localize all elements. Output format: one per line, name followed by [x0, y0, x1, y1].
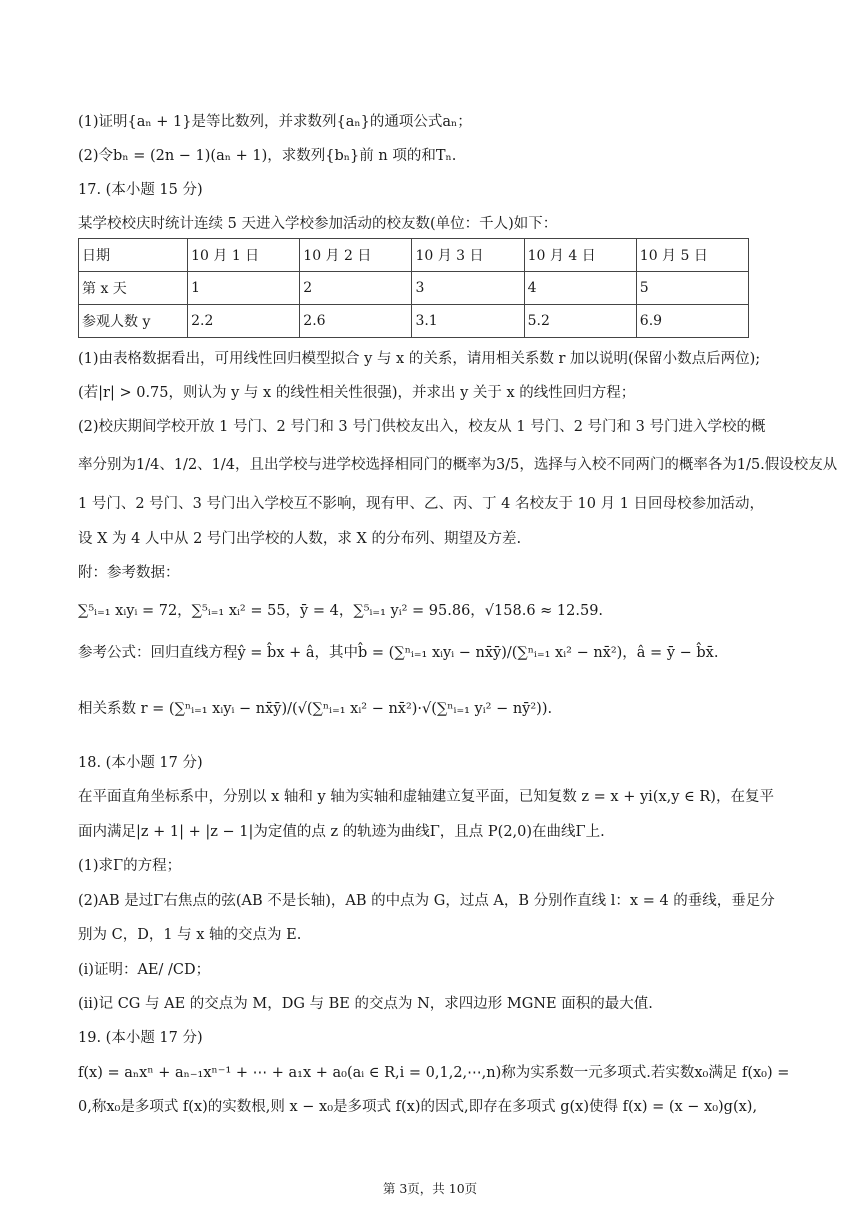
table-row: [79, 272, 749, 305]
table-cell: 10 月 5 日: [636, 239, 748, 272]
q19-body-a: f(x) = aₙxⁿ + aₙ₋₁xⁿ⁻¹ + ⋯ + a₁x + a₀(aᵢ ∈ R,i = 0,1,2,⋯,n)称为实系数一元多项式.若实数x₀满足 f(x₀) =: [78, 1065, 790, 1081]
q19-body-b: 0,称x₀是多项式 f(x)的实数根,则 x − x₀是多项式 f(x)的因式,即存在多项式 g(x)使得 f(x) = (x − x₀)g(x),: [78, 1099, 758, 1115]
q18-part2-a: (2)AB 是过Γ右焦点的弦(AB 不是长轴)，AB 的中点为 G，过点 A，B 分别作直线 l：x = 4 的垂线，垂足分: [78, 893, 775, 909]
q17-intro: 某学校校庆时统计连续 5 天进入学校参加活动的校友数(单位：千人)如下：: [78, 216, 558, 232]
q16-part2: (2)令bₙ = (2n − 1)(aₙ + 1)，求数列{bₙ}前 n 项的和Tₙ.: [78, 148, 457, 164]
q16-part1: (1)证明{aₙ + 1}是等比数列，并求数列{aₙ}的通项公式aₙ；: [78, 114, 472, 130]
table-cell: 10 月 2 日: [300, 239, 412, 272]
table-cell: 第 x 天: [79, 272, 188, 305]
q17-part2-d: 设 X 为 4 人中从 2 号门出学校的人数，求 X 的分布列、期望及方差.: [78, 531, 522, 547]
visitor-data-table: [78, 238, 749, 338]
correlation-formula: 相关系数 r = (∑ⁿᵢ₌₁ xᵢyᵢ − nx̄ȳ)/(√(∑ⁿᵢ₌₁ xᵢ² − nx̄²)·√(∑ⁿᵢ₌₁ yᵢ² − nȳ²)).: [78, 701, 553, 717]
table-cell: 2.6: [300, 305, 412, 338]
q17-part1-b: (若|r| > 0.75，则认为 y 与 x 的线性相关性很强)，并求出 y 关于 x 的线性回归方程；: [78, 385, 636, 401]
page-footer: 第 3页，共 10页: [382, 1181, 478, 1196]
table-cell: 4: [524, 272, 636, 305]
q19-heading: 19. (本小题 17 分): [78, 1030, 203, 1046]
table-cell: 10 月 1 日: [188, 239, 300, 272]
table-cell: 日期: [79, 239, 188, 272]
table-cell: 6.9: [636, 305, 748, 338]
q17-heading: 17. (本小题 15 分): [78, 182, 203, 198]
table-cell: 1: [188, 272, 300, 305]
q17-part1-a: (1)由表格数据看出，可用线性回归模型拟合 y 与 x 的关系，请用相关系数 r 加以说明(保留小数点后两位);: [78, 351, 761, 367]
table-row: [79, 239, 749, 272]
q18-heading: 18. (本小题 17 分): [78, 755, 203, 771]
q18-part2-i: (i)证明：AE/ /CD；: [78, 962, 211, 978]
table-cell: 10 月 3 日: [412, 239, 524, 272]
q18-part2-ii: (ii)记 CG 与 AE 的交点为 M，DG 与 BE 的交点为 N，求四边形 MGNE 面积的最大值.: [78, 996, 653, 1012]
table-cell: 5: [636, 272, 748, 305]
q17-part2-a: (2)校庆期间学校开放 1 号门、2 号门和 3 号门供校友出入，校友从 1 号门、2 号门和 3 号门进入学校的概: [78, 419, 766, 435]
reference-data: ∑⁵ᵢ₌₁ xᵢyᵢ = 72，∑⁵ᵢ₌₁ xᵢ² = 55，ȳ = 4，∑⁵ᵢ₌₁ yᵢ² = 95.86，√158.6 ≈ 12.59.: [78, 603, 604, 619]
table-row: [79, 305, 749, 338]
table-cell: 5.2: [524, 305, 636, 338]
table-cell: 2.2: [188, 305, 300, 338]
q18-part2-b: 别为 C，D，1 与 x 轴的交点为 E.: [78, 927, 302, 943]
regression-formula: 参考公式：回归直线方程ŷ = b̂x + â，其中b̂ = (∑ⁿᵢ₌₁ xᵢyᵢ − nx̄ȳ)/(∑ⁿᵢ₌₁ xᵢ² − nx̄²)，â = ȳ − b̂x̄.: [78, 645, 719, 661]
table-cell: 3: [412, 272, 524, 305]
table-cell: 参观人数 y: [79, 305, 188, 338]
q17-part2-c: 1 号门、2 号门、3 号门出入学校互不影响，现有甲、乙、丙、丁 4 名校友于 10 月 1 日回母校参加活动，: [78, 496, 765, 512]
table-cell: 10 月 4 日: [524, 239, 636, 272]
q18-intro-b: 面内满足|z + 1| + |z − 1|为定值的点 z 的轨迹为曲线Γ，且点 P(2,0)在曲线Γ上.: [78, 824, 605, 840]
table-cell: 2: [300, 272, 412, 305]
q18-part1: (1)求Γ的方程；: [78, 858, 182, 874]
table-cell: 3.1: [412, 305, 524, 338]
reference-heading: 附：参考数据：: [78, 565, 180, 581]
q18-intro-a: 在平面直角坐标系中，分别以 x 轴和 y 轴为实轴和虚轴建立复平面，已知复数 z = x + yi(x,y ∈ R)，在复平: [78, 789, 774, 805]
q17-part2-b: 率分别为1/4、1/2、1/4，且出学校与进学校选择相同门的概率为3/5，选择与入校不同两门的概率各为1/5.假设校友从: [78, 457, 838, 473]
